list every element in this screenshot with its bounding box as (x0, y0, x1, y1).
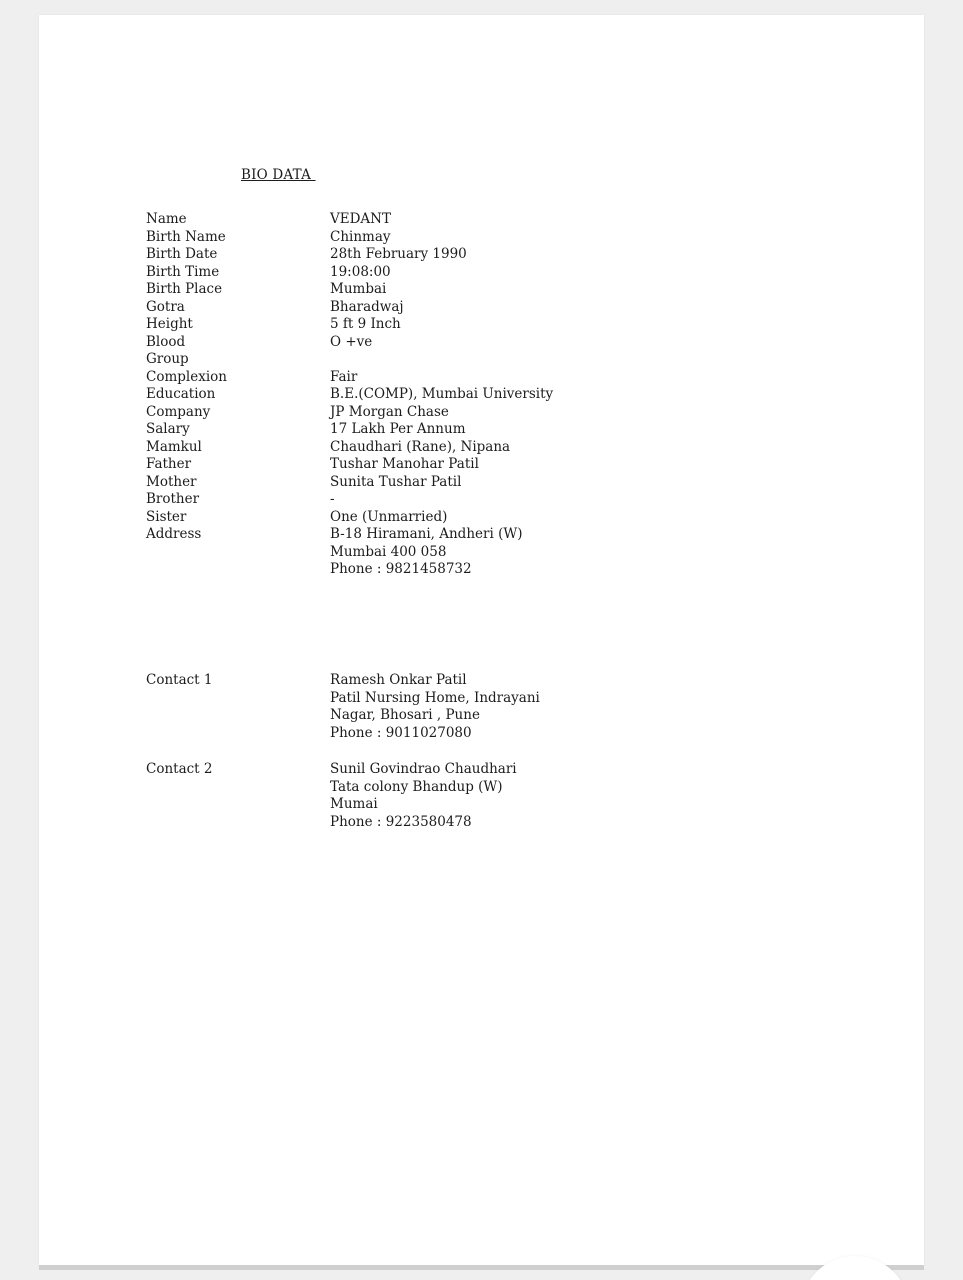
field-label: Blood Group (146, 333, 189, 367)
contact-value: Ramesh Onkar Patil Patil Nursing Home, Indrayani Nagar, Bhosari , Pune Phone : 9011027080 (330, 672, 540, 741)
field-value: Chinmay (330, 228, 391, 245)
field-value: Fair (330, 368, 358, 385)
field-label: Company (146, 403, 211, 420)
field-value: B.E.(COMP), Mumbai University (330, 386, 554, 402)
field-value: Tushar Manohar Patil (330, 456, 479, 472)
field-value: JP Morgan Chase (330, 403, 449, 420)
contact-label: Contact 2 (146, 761, 213, 777)
field-value: Chaudhari (Rane), Nipana (330, 438, 511, 455)
field-label: Birth Time (146, 263, 220, 280)
field-value: 19:08:00 (330, 263, 391, 280)
field-label: Height (146, 316, 193, 332)
field-label: Address (146, 526, 202, 542)
field-label: Gotra (146, 298, 185, 315)
field-label: Mother (146, 473, 197, 490)
field-row (146, 211, 553, 229)
field-row (146, 281, 553, 299)
field-row (146, 404, 553, 422)
contacts-section (146, 672, 540, 850)
field-label: Salary (146, 421, 190, 437)
field-row (146, 421, 553, 439)
field-value: Mumbai (330, 281, 387, 297)
field-value: O +ve (330, 333, 373, 350)
contact-value: Sunil Govindrao Chaudhari Tata colony Bhandup (W) Mumai Phone : 9223580478 (330, 761, 517, 830)
field-value: 5 ft 9 Inch (330, 316, 401, 332)
field-row (146, 439, 553, 457)
field-row (146, 509, 553, 527)
contact-block (146, 761, 540, 831)
field-value: 17 Lakh Per Annum (330, 421, 466, 437)
field-label: Education (146, 386, 216, 402)
field-row (146, 526, 553, 579)
field-label: Sister (146, 508, 187, 525)
field-value: 28th February 1990 (330, 246, 467, 262)
field-row (146, 246, 553, 264)
field-row (146, 474, 553, 492)
field-value: VEDANT (330, 211, 391, 227)
field-row (146, 316, 553, 334)
field-value: One (Unmarried) (330, 508, 448, 525)
document-page (39, 15, 924, 1265)
contact-block (146, 672, 540, 742)
page-bottom-edge (39, 1265, 924, 1270)
field-label: Name (146, 211, 187, 227)
field-label: Brother (146, 491, 200, 507)
field-row (146, 299, 553, 317)
contact-label: Contact 1 (146, 672, 213, 688)
field-label: Mamkul (146, 438, 202, 455)
field-label: Father (146, 456, 192, 472)
field-value: Bharadwaj (330, 298, 404, 315)
field-row (146, 491, 553, 509)
bio-fields (146, 211, 553, 579)
field-row (146, 334, 553, 369)
field-row (146, 264, 553, 282)
page-title: BIO DATA (241, 167, 316, 183)
field-row (146, 369, 553, 387)
field-row (146, 456, 553, 474)
field-row (146, 229, 553, 247)
field-value: B-18 Hiramani, Andheri (W) Mumbai 400 058 Phone : 9821458732 (330, 526, 523, 577)
field-label: Complexion (146, 368, 227, 385)
field-value: - (330, 491, 335, 507)
field-value: Sunita Tushar Patil (330, 473, 462, 490)
field-label: Birth Name (146, 228, 226, 245)
field-label: Birth Place (146, 281, 223, 297)
field-label: Birth Date (146, 246, 218, 262)
field-row (146, 386, 553, 404)
